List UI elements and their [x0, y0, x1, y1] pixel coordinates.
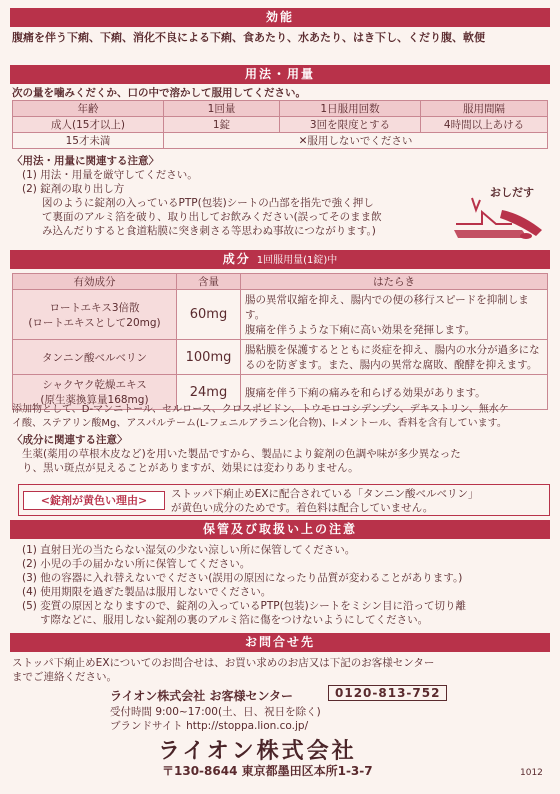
storage-item: (5) 変質の原因となりますので、錠剤の入っているPTP(包装)シートをミシン目に沿って切り離: [22, 600, 467, 612]
phone-number[interactable]: [328, 685, 447, 701]
table-row: [13, 274, 548, 290]
dosage-intro: 次の量を噛みくだくか、口の中で溶かして服用してください。: [12, 87, 306, 99]
yellow-reason-box: [18, 484, 550, 516]
dosage-note-2: (2) 錠剤の取り出し方: [22, 183, 125, 195]
ingredient-effect: [241, 340, 548, 375]
efficacy-text: 腹痛を伴う下痢、下痢、消化不良による下痢、食あたり、水あたり、はき下し、くだり腹、軟便: [12, 31, 485, 44]
customer-center: ライオン株式会社 お客様センター: [110, 689, 293, 703]
ingredients-table: [12, 273, 548, 410]
ingredient-name-line: タンニン酸ベルベリン: [42, 351, 147, 364]
cell-age: 成人(15才以上): [13, 117, 164, 133]
contact-text-2: までご連絡ください。: [12, 671, 117, 683]
company-name: ライオン株式会社: [158, 739, 357, 764]
ingredient-notes-title: 〈成分に関連する注意〉: [12, 434, 128, 446]
ingredient-name-line: ロートエキス3倍散: [49, 301, 140, 314]
dosage-notes-title: 〈用法・用量に関連する注意〉: [12, 155, 159, 167]
ingredient-effect: [241, 290, 548, 340]
storage-header: [10, 520, 550, 539]
header-ingredient: 有効成分: [13, 274, 177, 290]
ingredient-name-sub: (ロートエキスとして20mg): [28, 316, 161, 329]
dosage-table: [12, 100, 548, 149]
contact-header: [10, 633, 550, 652]
yellow-reason-line-1: ストッパ下痢止めEXに配合されている「タンニン酸ベルベリン」: [171, 488, 479, 500]
ingredients-subtitle: 1回服用量(1錠)中: [256, 255, 338, 266]
ingredient-note-line-2: り、黒い斑点が見えることがありますが、効果には変わりありません。: [22, 462, 359, 474]
additives-line-1: 添加物として、D-マンニトール、セルロース、クロスポビドン、トウモロコシデンプン、デキストリン、無水ケ: [12, 404, 509, 415]
print-code: 1012: [520, 768, 543, 778]
efficacy-title: 効能: [265, 10, 294, 24]
cell-interval: 4時間以上あける: [421, 117, 548, 133]
storage-item: (2) 小児の手の届かない所に保管してください。: [22, 558, 251, 570]
ingredients-header: [10, 250, 550, 269]
dosage-note-2-line-3: み込んだりすると食道粘膜に突き刺さる等思わぬ事故につながります。): [42, 225, 376, 237]
ingredient-name-sub: (原生薬換算量168mg): [40, 394, 149, 406]
brand-site[interactable]: ブランドサイト http://stoppa.lion.co.jp/: [110, 720, 309, 732]
dosage-title: 用法・用量: [244, 67, 315, 81]
ingredient-amount: 60mg: [177, 290, 241, 340]
cell-not-allowed: ✕服用しないでください: [164, 133, 548, 149]
cell-age: 15才未満: [13, 133, 164, 149]
storage-item: (3) 他の容器に入れ替えないでください(誤用の原因になったり品質が変わることがあります。): [22, 572, 463, 584]
contact-text-1: ストッパ下痢止めEXについてのお問合せは、お買い求めのお店又は下記のお客様センター: [12, 657, 435, 669]
dosage-note-2-line-1: 図のように錠剤の入っているPTP(包装)シートの凸部を指先で強く押し: [42, 197, 374, 209]
ingredients-title: 成分: [222, 252, 251, 266]
ingredient-note-line-1: 生薬(薬用の草根木皮など)を用いた製品ですから、製品により錠剤の色調や味が多少異なった: [22, 448, 461, 460]
yellow-reason-line-2: が黄色い成分のためです。着色料は配合していません。: [171, 502, 434, 514]
efficacy-header: [10, 8, 550, 27]
additives-line-2: イ酸、ステアリン酸Mg、アスパルテーム(L-フェニルアラニン化合物)、l-メントール、香料を含有しています。: [12, 418, 507, 429]
ingredient-name-line: シャクヤク乾燥エキス: [42, 379, 147, 391]
table-row: [13, 101, 548, 117]
table-row: [13, 340, 548, 375]
cell-dose: 1錠: [164, 117, 280, 133]
ingredient-amount: 100mg: [177, 340, 241, 375]
cell-times: 3回を限度とする: [280, 117, 421, 133]
ingredient-name: [13, 290, 177, 340]
table-row: [13, 290, 548, 340]
ingredient-effect-line: 腹痛を伴うような下痢に高い効果を発揮します。: [245, 324, 476, 336]
storage-item: す際などに、服用しない錠剤の裏のアルミ箔に傷をつけないようにしてください。: [40, 614, 429, 626]
table-row: [13, 133, 548, 149]
header-amount: 含量: [177, 274, 241, 290]
contact-title: お問合せ先: [244, 635, 315, 649]
press-out-illustration: [452, 180, 550, 242]
header-effect: はたらき: [241, 274, 548, 290]
ingredient-effect-line: るのを防ぎます。また、腸内の異常な腐敗、醗酵を抑えます。: [245, 359, 538, 371]
header-interval: 服用間隔: [421, 101, 548, 117]
company-address: 〒130-8644 東京都墨田区本所1-3-7: [162, 764, 373, 778]
phone-number-text[interactable]: 0120-813-752: [328, 685, 447, 701]
storage-item: (1) 直射日光の当たらない湿気の少ない涼しい所に保管してください。: [22, 544, 356, 556]
ingredient-name: [13, 340, 177, 375]
table-row: [13, 117, 548, 133]
storage-item: (4) 使用期限を過ぎた製品は服用しないでください。: [22, 586, 272, 598]
ingredient-amount: 24mg: [177, 375, 241, 410]
reception-hours: 受付時間 9:00~17:00(土、日、祝日を除く): [110, 706, 321, 718]
yellow-reason-badge: <錠剤が黄色い理由>: [23, 491, 165, 510]
press-out-label: おしだす: [490, 186, 534, 199]
header-age: 年齢: [13, 101, 164, 117]
ingredient-effect-line: 腸の異常収縮を抑え、腸内での便の移行スピードを抑制します。: [245, 294, 529, 321]
dosage-note-2-line-2: て裏面のアルミ箔を破り、取り出してお飲みください(誤ってそのまま飲: [42, 211, 382, 223]
ingredient-effect-line: 腸粘膜を保護するとともに炎症を抑え、腸内の水分が過多にな: [245, 344, 540, 356]
header-times: 1日服用回数: [280, 101, 421, 117]
dosage-note-1: (1) 用法・用量を厳守してください。: [22, 169, 198, 181]
dosage-header: [10, 65, 550, 84]
storage-title: 保管及び取扱い上の注意: [202, 522, 357, 536]
ingredient-effect-line: 腹痛を伴う下痢の痛みを和らげる効果があります。: [245, 386, 486, 399]
header-dose: 1回量: [164, 101, 280, 117]
